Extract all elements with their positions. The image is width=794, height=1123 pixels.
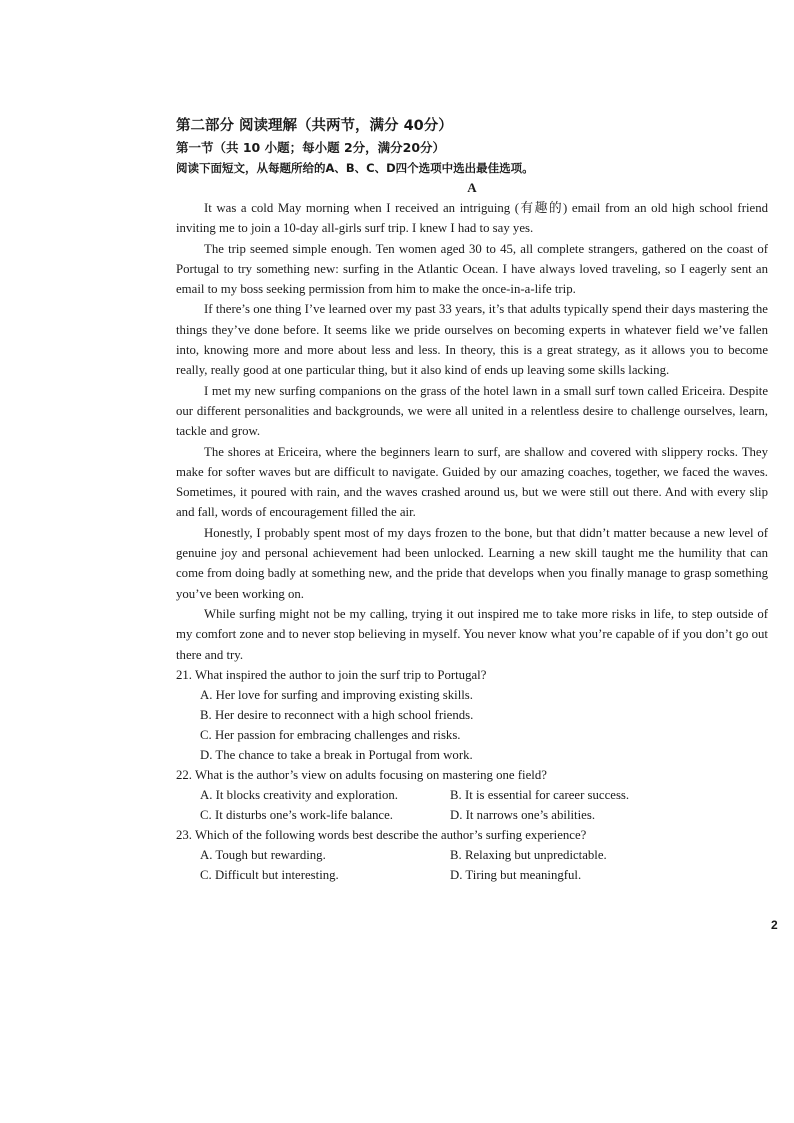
question-text: What is the author’s view on adults focusing on mastering one field? [194, 767, 547, 782]
paragraph: If there’s one thing I’ve learned over my past 33 years, it’s that adults typically spend their days mastering the things they’ve done before. It seems like we pride ourselves on becoming experts in whatever field we’ve fallen into, knowing more and more about less and less. In theory, this is a great strategy, as it allows you to become really, really good at one particular thing, but it also kind of ends up leaving some skills lacking. [176, 302, 768, 378]
option-row [176, 785, 768, 805]
option-d[interactable]: D. Tiring but meaningful. [450, 867, 582, 882]
paragraph: While surfing might not be my calling, trying it out inspired me to take more risks in life, to step outside of my comfort zone and to never stop believing in myself. You never know what you’re capable of if you don’t go out there and try. [176, 606, 768, 662]
option-row [176, 725, 768, 745]
question-23 [176, 825, 768, 885]
option-b[interactable]: B. Her desire to reconnect with a high school friends. [200, 707, 474, 722]
question-number: 21. [176, 667, 192, 682]
page-content [176, 116, 768, 885]
paragraph: The trip seemed simple enough. Ten women aged 30 to 45, all complete strangers, gathered on the coast of Portugal to try something new: surfing in the Atlantic Ocean. I have always loved traveling, so I eagerly sent an email to my boss seeking permission from him to make the once-in-a-life trip. [176, 241, 768, 297]
paragraph: I met my new surfing companions on the grass of the hotel lawn in a small surf town called Ericeira. Despite our different personalities and backgrounds, we were all united in a relentless desire to challenge ourselves, learn, tackle and grow. [176, 383, 768, 439]
question-number: 23. [176, 827, 192, 842]
page-number: 2 [771, 918, 778, 932]
option-a[interactable]: A. Her love for surfing and improving existing skills. [200, 687, 473, 702]
option-row [176, 845, 768, 865]
option-c[interactable]: C. Difficult but interesting. [200, 867, 339, 882]
question-text: Which of the following words best describe the author’s surfing experience? [194, 827, 587, 842]
option-row [176, 805, 768, 825]
question-text: What inspired the author to join the surf trip to Portugal? [194, 667, 487, 682]
question-stem [176, 765, 768, 785]
option-a[interactable]: A. It blocks creativity and exploration. [200, 787, 398, 802]
question-stem [176, 665, 768, 685]
option-a[interactable]: A. Tough but rewarding. [200, 847, 326, 862]
option-b[interactable]: B. It is essential for career success. [450, 787, 630, 802]
option-row [176, 865, 768, 885]
option-row [176, 705, 768, 725]
option-c[interactable]: C. Her passion for embracing challenges and risks. [200, 727, 461, 742]
paragraph: Honestly, I probably spent most of my days frozen to the bone, but that didn’t matter because a new level of genuine joy and personal achievement had been unlocked. Learning a new skill taught me the humility that can come from doing badly at something new, and the pride that develops when you finally manage to grasp something you’ve been working on. [176, 525, 768, 601]
passage [176, 198, 768, 665]
section-title: 第一节（共 10 小题；每小题 2分，满分20分） [176, 140, 446, 155]
question-22 [176, 765, 768, 825]
option-d[interactable]: D. It narrows one’s abilities. [450, 807, 596, 822]
part-title: 第二部分 阅读理解（共两节，满分 40分） [176, 118, 453, 134]
option-d[interactable]: D. The chance to take a break in Portugal from work. [200, 747, 473, 762]
paragraph: It was a cold May morning when I received an intriguing (有趣的) email from an old high school friend inviting me to join a 10-day all-girls surf trip. I knew I had to say yes. [176, 201, 768, 236]
option-c[interactable]: C. It disturbs one’s work-life balance. [200, 807, 393, 822]
instruction: 阅读下面短文，从每题所给的A、B、C、D四个选项中选出最佳选项。 [176, 161, 534, 175]
option-row [176, 685, 768, 705]
paragraph: The shores at Ericeira, where the beginners learn to surf, are shallow and covered with slippery rocks. They make for softer waves but are difficult to navigate. Guided by our amazing coaches, together, we faced the waves. Sometimes, it poured with rain, and the waves crashed around us, but we were still out there. And with every slip and fall, words of encouragement filled the air. [176, 444, 768, 520]
question-21 [176, 665, 768, 765]
question-number: 22. [176, 767, 192, 782]
option-row [176, 745, 768, 765]
option-b[interactable]: B. Relaxing but unpredictable. [450, 847, 607, 862]
passage-label: A [467, 180, 477, 195]
question-stem [176, 825, 768, 845]
